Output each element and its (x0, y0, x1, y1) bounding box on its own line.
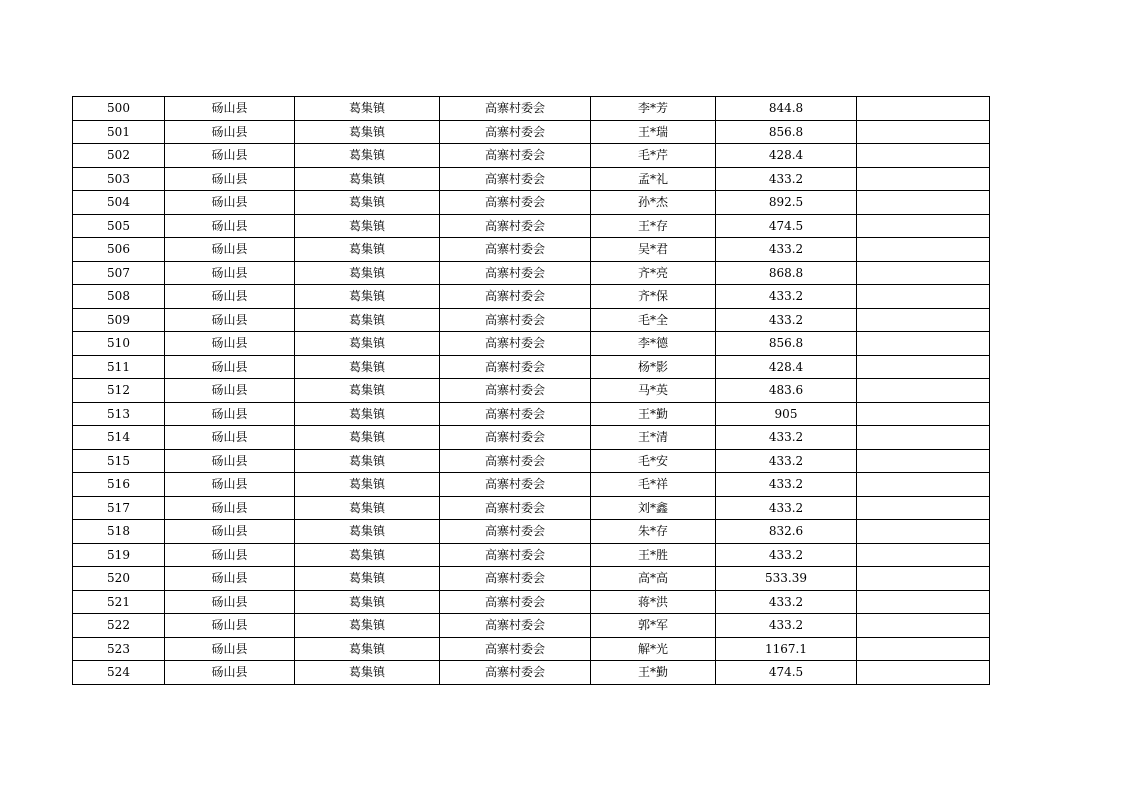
town-cell: 葛集镇 (295, 332, 440, 356)
name-cell: 朱*存 (591, 520, 716, 544)
town-cell: 葛集镇 (295, 661, 440, 685)
table-row (73, 355, 990, 379)
village-committee-cell: 高寨村委会 (440, 167, 591, 191)
village-committee-cell: 高寨村委会 (440, 285, 591, 309)
table-row (73, 496, 990, 520)
remarks-cell (857, 614, 990, 638)
village-committee-cell: 高寨村委会 (440, 261, 591, 285)
table-row (73, 120, 990, 144)
amount-cell: 433.2 (716, 449, 857, 473)
remarks-cell (857, 167, 990, 191)
remarks-cell (857, 144, 990, 168)
name-cell: 杨*影 (591, 355, 716, 379)
remarks-cell (857, 543, 990, 567)
table-row (73, 191, 990, 215)
table-row (73, 97, 990, 121)
village-committee-cell: 高寨村委会 (440, 614, 591, 638)
row-number-cell: 513 (73, 402, 165, 426)
row-number-cell: 502 (73, 144, 165, 168)
table-row (73, 543, 990, 567)
table-row (73, 637, 990, 661)
town-cell: 葛集镇 (295, 308, 440, 332)
name-cell: 王*胜 (591, 543, 716, 567)
village-committee-cell: 高寨村委会 (440, 214, 591, 238)
village-committee-cell: 高寨村委会 (440, 426, 591, 450)
name-cell: 蒋*洪 (591, 590, 716, 614)
remarks-cell (857, 238, 990, 262)
town-cell: 葛集镇 (295, 191, 440, 215)
town-cell: 葛集镇 (295, 637, 440, 661)
county-cell: 砀山县 (165, 97, 295, 121)
row-number-cell: 519 (73, 543, 165, 567)
amount-cell: 428.4 (716, 144, 857, 168)
name-cell: 毛*安 (591, 449, 716, 473)
town-cell: 葛集镇 (295, 496, 440, 520)
amount-cell: 868.8 (716, 261, 857, 285)
table-body (73, 97, 990, 685)
town-cell: 葛集镇 (295, 402, 440, 426)
row-number-cell: 517 (73, 496, 165, 520)
amount-cell: 433.2 (716, 590, 857, 614)
village-committee-cell: 高寨村委会 (440, 543, 591, 567)
remarks-cell (857, 637, 990, 661)
town-cell: 葛集镇 (295, 520, 440, 544)
row-number-cell: 500 (73, 97, 165, 121)
amount-cell: 892.5 (716, 191, 857, 215)
remarks-cell (857, 355, 990, 379)
village-committee-cell: 高寨村委会 (440, 97, 591, 121)
town-cell: 葛集镇 (295, 473, 440, 497)
remarks-cell (857, 379, 990, 403)
name-cell: 李*芳 (591, 97, 716, 121)
table-row (73, 426, 990, 450)
name-cell: 王*瑞 (591, 120, 716, 144)
remarks-cell (857, 120, 990, 144)
county-cell: 砀山县 (165, 144, 295, 168)
county-cell: 砀山县 (165, 637, 295, 661)
remarks-cell (857, 402, 990, 426)
amount-cell: 433.2 (716, 238, 857, 262)
county-cell: 砀山县 (165, 191, 295, 215)
village-committee-cell: 高寨村委会 (440, 449, 591, 473)
village-committee-cell: 高寨村委会 (440, 402, 591, 426)
row-number-cell: 515 (73, 449, 165, 473)
county-cell: 砀山县 (165, 614, 295, 638)
remarks-cell (857, 191, 990, 215)
table-row (73, 590, 990, 614)
remarks-cell (857, 285, 990, 309)
village-committee-cell: 高寨村委会 (440, 191, 591, 215)
county-cell: 砀山县 (165, 332, 295, 356)
county-cell: 砀山县 (165, 473, 295, 497)
county-cell: 砀山县 (165, 214, 295, 238)
name-cell: 齐*保 (591, 285, 716, 309)
row-number-cell: 522 (73, 614, 165, 638)
row-number-cell: 501 (73, 120, 165, 144)
village-committee-cell: 高寨村委会 (440, 238, 591, 262)
name-cell: 毛*全 (591, 308, 716, 332)
county-cell: 砀山县 (165, 496, 295, 520)
row-number-cell: 520 (73, 567, 165, 591)
row-number-cell: 516 (73, 473, 165, 497)
remarks-cell (857, 426, 990, 450)
row-number-cell: 508 (73, 285, 165, 309)
name-cell: 李*德 (591, 332, 716, 356)
table-row (73, 661, 990, 685)
name-cell: 郭*军 (591, 614, 716, 638)
name-cell: 孟*礼 (591, 167, 716, 191)
amount-cell: 474.5 (716, 661, 857, 685)
row-number-cell: 523 (73, 637, 165, 661)
county-cell: 砀山县 (165, 167, 295, 191)
name-cell: 齐*亮 (591, 261, 716, 285)
table-row (73, 308, 990, 332)
town-cell: 葛集镇 (295, 543, 440, 567)
town-cell: 葛集镇 (295, 120, 440, 144)
county-cell: 砀山县 (165, 520, 295, 544)
row-number-cell: 509 (73, 308, 165, 332)
name-cell: 王*清 (591, 426, 716, 450)
amount-cell: 433.2 (716, 308, 857, 332)
name-cell: 高*高 (591, 567, 716, 591)
row-number-cell: 504 (73, 191, 165, 215)
remarks-cell (857, 520, 990, 544)
town-cell: 葛集镇 (295, 590, 440, 614)
name-cell: 马*英 (591, 379, 716, 403)
remarks-cell (857, 214, 990, 238)
remarks-cell (857, 449, 990, 473)
row-number-cell: 506 (73, 238, 165, 262)
county-cell: 砀山县 (165, 238, 295, 262)
name-cell: 刘*鑫 (591, 496, 716, 520)
town-cell: 葛集镇 (295, 285, 440, 309)
village-committee-cell: 高寨村委会 (440, 661, 591, 685)
remarks-cell (857, 97, 990, 121)
village-committee-cell: 高寨村委会 (440, 496, 591, 520)
name-cell: 王*存 (591, 214, 716, 238)
row-number-cell: 518 (73, 520, 165, 544)
village-committee-cell: 高寨村委会 (440, 308, 591, 332)
county-cell: 砀山县 (165, 285, 295, 309)
amount-cell: 428.4 (716, 355, 857, 379)
name-cell: 孙*杰 (591, 191, 716, 215)
town-cell: 葛集镇 (295, 426, 440, 450)
village-committee-cell: 高寨村委会 (440, 567, 591, 591)
county-cell: 砀山县 (165, 120, 295, 144)
table-row (73, 402, 990, 426)
amount-cell: 832.6 (716, 520, 857, 544)
table-row (73, 332, 990, 356)
table-row (73, 167, 990, 191)
village-committee-cell: 高寨村委会 (440, 355, 591, 379)
name-cell: 解*光 (591, 637, 716, 661)
name-cell: 毛*芹 (591, 144, 716, 168)
village-committee-cell: 高寨村委会 (440, 473, 591, 497)
row-number-cell: 507 (73, 261, 165, 285)
table-row (73, 214, 990, 238)
town-cell: 葛集镇 (295, 379, 440, 403)
name-cell: 毛*祥 (591, 473, 716, 497)
remarks-cell (857, 261, 990, 285)
county-cell: 砀山县 (165, 661, 295, 685)
table-row (73, 614, 990, 638)
county-cell: 砀山县 (165, 590, 295, 614)
county-cell: 砀山县 (165, 308, 295, 332)
remarks-cell (857, 308, 990, 332)
town-cell: 葛集镇 (295, 261, 440, 285)
amount-cell: 905 (716, 402, 857, 426)
county-cell: 砀山县 (165, 261, 295, 285)
remarks-cell (857, 590, 990, 614)
amount-cell: 474.5 (716, 214, 857, 238)
remarks-cell (857, 661, 990, 685)
data-table (72, 96, 990, 685)
amount-cell: 433.2 (716, 614, 857, 638)
county-cell: 砀山县 (165, 449, 295, 473)
table-row (73, 449, 990, 473)
amount-cell: 844.8 (716, 97, 857, 121)
village-committee-cell: 高寨村委会 (440, 120, 591, 144)
remarks-cell (857, 473, 990, 497)
table-row (73, 520, 990, 544)
town-cell: 葛集镇 (295, 567, 440, 591)
table-row (73, 238, 990, 262)
county-cell: 砀山县 (165, 567, 295, 591)
name-cell: 王*勤 (591, 402, 716, 426)
village-committee-cell: 高寨村委会 (440, 144, 591, 168)
town-cell: 葛集镇 (295, 167, 440, 191)
row-number-cell: 503 (73, 167, 165, 191)
row-number-cell: 505 (73, 214, 165, 238)
town-cell: 葛集镇 (295, 214, 440, 238)
town-cell: 葛集镇 (295, 238, 440, 262)
amount-cell: 433.2 (716, 473, 857, 497)
amount-cell: 433.2 (716, 543, 857, 567)
county-cell: 砀山县 (165, 426, 295, 450)
row-number-cell: 510 (73, 332, 165, 356)
table-row (73, 473, 990, 497)
remarks-cell (857, 567, 990, 591)
row-number-cell: 512 (73, 379, 165, 403)
town-cell: 葛集镇 (295, 97, 440, 121)
village-committee-cell: 高寨村委会 (440, 379, 591, 403)
table-row (73, 285, 990, 309)
village-committee-cell: 高寨村委会 (440, 637, 591, 661)
village-committee-cell: 高寨村委会 (440, 520, 591, 544)
town-cell: 葛集镇 (295, 614, 440, 638)
table-row (73, 379, 990, 403)
table-row (73, 567, 990, 591)
amount-cell: 433.2 (716, 496, 857, 520)
row-number-cell: 524 (73, 661, 165, 685)
table-row (73, 144, 990, 168)
row-number-cell: 521 (73, 590, 165, 614)
village-committee-cell: 高寨村委会 (440, 590, 591, 614)
remarks-cell (857, 332, 990, 356)
amount-cell: 856.8 (716, 120, 857, 144)
amount-cell: 433.2 (716, 285, 857, 309)
amount-cell: 533.39 (716, 567, 857, 591)
name-cell: 王*勤 (591, 661, 716, 685)
county-cell: 砀山县 (165, 543, 295, 567)
table-row (73, 261, 990, 285)
amount-cell: 483.6 (716, 379, 857, 403)
row-number-cell: 514 (73, 426, 165, 450)
village-committee-cell: 高寨村委会 (440, 332, 591, 356)
name-cell: 吴*君 (591, 238, 716, 262)
amount-cell: 433.2 (716, 167, 857, 191)
remarks-cell (857, 496, 990, 520)
amount-cell: 433.2 (716, 426, 857, 450)
county-cell: 砀山县 (165, 379, 295, 403)
town-cell: 葛集镇 (295, 355, 440, 379)
row-number-cell: 511 (73, 355, 165, 379)
town-cell: 葛集镇 (295, 449, 440, 473)
amount-cell: 1167.1 (716, 637, 857, 661)
county-cell: 砀山县 (165, 402, 295, 426)
amount-cell: 856.8 (716, 332, 857, 356)
county-cell: 砀山县 (165, 355, 295, 379)
town-cell: 葛集镇 (295, 144, 440, 168)
